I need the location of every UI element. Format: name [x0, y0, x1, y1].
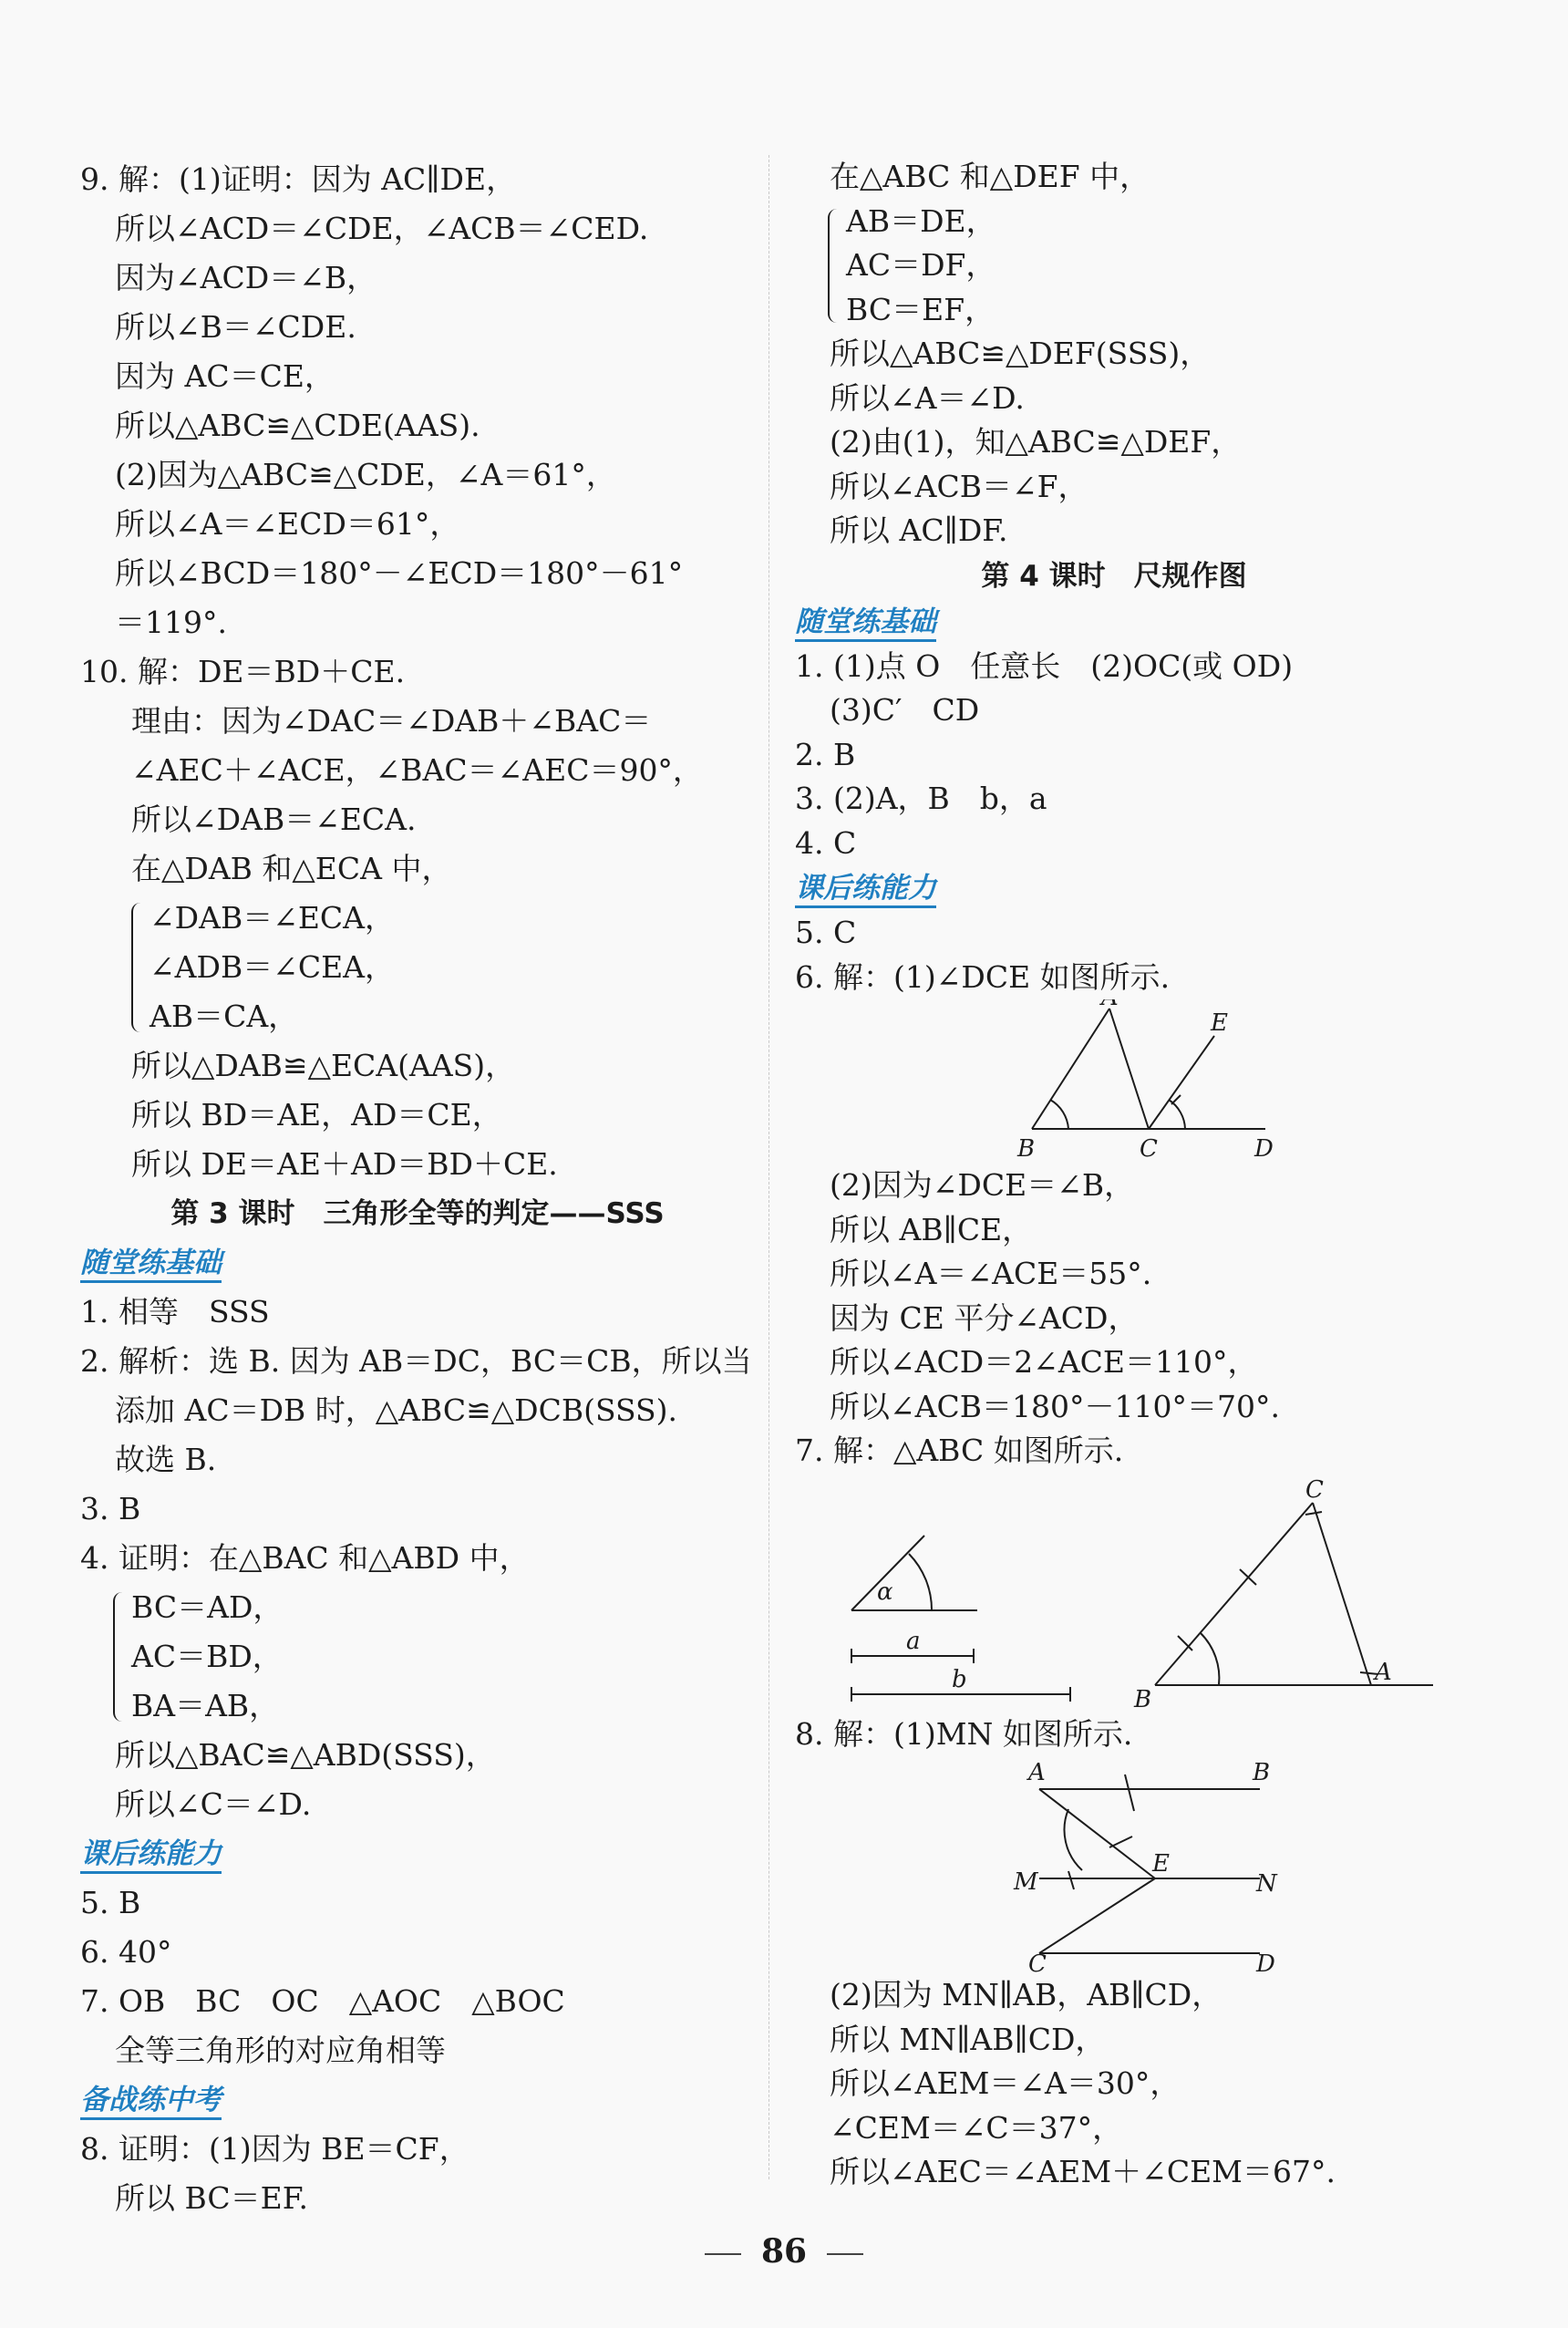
point-label: A — [1375, 1658, 1392, 1686]
text-line: 7. 解：△ABC 如图所示. — [795, 1433, 1124, 1468]
page-number-text: 86 — [760, 2232, 808, 2271]
text-line: (3)C′ CD — [830, 692, 980, 728]
section-label: 课后练能力 — [795, 865, 1433, 911]
figure-q7-svg — [795, 1474, 1433, 1712]
section-label: 课后练能力 — [80, 1829, 755, 1878]
text-line: 所以△ABC≌△CDE(AAS). — [115, 408, 480, 443]
text-line: 所以∠A＝∠D. — [830, 379, 1025, 416]
text-line: ∠DAB＝∠ECA， — [150, 900, 396, 936]
lesson-heading: 第 3 课时 三角形全等的判定——SSS — [170, 1197, 665, 1230]
text-line: 10. 解：DE＝BD＋CE. — [80, 654, 406, 689]
point-label — [1099, 999, 1119, 1011]
text-line: 所以 MN∥AB∥CD， — [830, 2021, 1106, 2057]
point-label: N — [1256, 1870, 1277, 1898]
angle-label: α — [877, 1578, 893, 1606]
text-line: 全等三角形的对应角相等 — [115, 2033, 446, 2068]
point-label: C — [1305, 1475, 1324, 1504]
brace — [828, 209, 842, 324]
text-line: 4. C — [795, 824, 857, 861]
text-line: ＝119°. — [115, 605, 227, 640]
text-line: 1. (1)点 O 任意长 (2)OC(或 OD) — [795, 647, 1294, 684]
point-label: M — [1014, 1868, 1038, 1896]
figure-q6 — [795, 999, 1433, 1164]
dash — [827, 2253, 863, 2255]
text-line: AB＝CA， — [150, 998, 299, 1034]
text-line: BA＝AB， — [131, 1688, 280, 1723]
text-line: 7. OB BC OC △AOC △BOC — [80, 1983, 565, 2019]
text-line: 在△ABC 和△DEF 中， — [830, 159, 1150, 194]
text-line: 所以 AB∥CE， — [830, 1211, 1033, 1247]
page-number — [0, 2232, 1568, 2271]
text-line: ∠AEC＋∠ACE，∠BAC＝∠AEC＝90°， — [131, 752, 703, 788]
text-line: 所以△ABC≌△DEF(SSS)， — [830, 336, 1211, 371]
text-line: 所以∠ACD＝∠CDE，∠ACB＝∠CED. — [115, 211, 649, 246]
text-line: 4. 证明：在△BAC 和△ABD 中， — [80, 1540, 530, 1576]
brace-group — [80, 1583, 755, 1731]
point-label: C — [1028, 1950, 1047, 1973]
text-line: (2)因为 MN∥AB，AB∥CD， — [830, 1977, 1222, 2012]
segment-label: a — [906, 1627, 921, 1655]
brace-group — [80, 894, 755, 1041]
text-line: 所以∠ACB＝∠F， — [830, 468, 1088, 504]
figure-q7 — [795, 1474, 1433, 1712]
text-line: 所以△BAC≌△ABD(SSS)， — [115, 1737, 496, 1773]
brace — [131, 903, 146, 1032]
figure-q6-svg — [795, 999, 1433, 1164]
text-line: (2)因为∠DCE＝∠B， — [830, 1167, 1135, 1203]
text-line: 8. 解：(1)MN 如图所示. — [795, 1715, 1133, 1752]
text-line: 2. 解析：选 B. 因为 AB＝DC，BC＝CB，所以当 — [80, 1343, 752, 1379]
text-line: 6. 解：(1)∠DCE 如图所示. — [795, 958, 1171, 995]
point-label: A — [1028, 1759, 1046, 1786]
figure-q8 — [795, 1756, 1433, 1973]
text-line: 5. C — [795, 915, 857, 950]
text-line: 所以△DAB≌△ECA(AAS)， — [131, 1048, 516, 1083]
text-line: (2)因为△ABC≌△CDE，∠A＝61°， — [115, 457, 616, 492]
text-line: 所以∠C＝∠D. — [115, 1786, 312, 1822]
dash — [705, 2253, 741, 2255]
text-line: BC＝AD， — [131, 1589, 284, 1625]
text-line: 9. 解：(1)证明：因为 AC∥DE， — [80, 161, 517, 197]
text-line: 所以∠AEC＝∠AEM＋∠CEM＝67°. — [830, 2154, 1336, 2189]
point-label: D — [1254, 1135, 1274, 1163]
text-line: 1. 相等 SSS — [80, 1294, 270, 1330]
text-line: 所以 BC＝EF. — [115, 2180, 308, 2216]
text-line: 所以 DE＝AE＋AD＝BD＋CE. — [131, 1146, 558, 1182]
text-line: 添加 AC＝DB 时，△ABC≌△DCB(SSS). — [115, 1392, 677, 1428]
text-line: AC＝BD， — [131, 1639, 283, 1674]
point-label: B — [1253, 1759, 1271, 1786]
text-line: ∠ADB＝∠CEA， — [150, 949, 396, 985]
point-label: D — [1256, 1950, 1275, 1973]
text-line: 因为 AC＝CE， — [115, 358, 335, 394]
text-line: 因为 CE 平分∠ACD， — [830, 1299, 1139, 1336]
right-column — [795, 155, 1433, 2195]
text-line: 所以 BD＝AE，AD＝CE， — [131, 1097, 502, 1133]
figure-q8-svg — [795, 1756, 1433, 1973]
text-line: 所以∠ACD＝2∠ACE＝110°， — [830, 1344, 1258, 1380]
point-label: E — [1211, 1009, 1228, 1037]
text-line: AB＝DE， — [846, 202, 996, 239]
point-label: B — [1134, 1685, 1152, 1712]
point-label: B — [1017, 1135, 1036, 1163]
text-line: AC＝DF， — [846, 247, 996, 283]
text-line: 因为∠ACD＝∠B， — [115, 260, 377, 295]
left-column — [80, 155, 755, 2223]
text-line: (2)由(1)，知△ABC≌△DEF， — [830, 424, 1242, 460]
text-line: 所以 AC∥DF. — [830, 512, 1008, 548]
text-line: 2. B — [795, 736, 856, 772]
text-line: 3. B — [80, 1491, 141, 1526]
brace-group — [795, 200, 1433, 333]
text-line: 所以∠A＝∠ECD＝61°， — [115, 506, 460, 542]
text-line: 在△DAB 和△ECA 中， — [131, 851, 452, 886]
text-line: 6. 40° — [80, 1934, 172, 1970]
text-line: 5. B — [80, 1885, 141, 1920]
point-label: E — [1152, 1850, 1170, 1878]
point-label: C — [1140, 1135, 1158, 1163]
text-line: BC＝EF， — [846, 291, 995, 327]
section-label: 随堂练基础 — [795, 599, 1433, 645]
text-line: 8. 证明：(1)因为 BE＝CF， — [80, 2131, 469, 2167]
text-line: 理由：因为∠DAC＝∠DAB＋∠BAC＝ — [131, 703, 652, 739]
lesson-heading: 第 4 课时 尺规作图 — [981, 559, 1247, 593]
segment-label: b — [952, 1665, 967, 1693]
text-line: 所以∠AEM＝∠A＝30°， — [830, 2065, 1181, 2101]
text-line: 所以∠BCD＝180°－∠ECD＝180°－61° — [115, 555, 684, 591]
text-line: 所以∠A＝∠ACE＝55°. — [830, 1256, 1152, 1291]
text-line: 3. (2)A，B b，a — [795, 781, 1047, 816]
brace — [113, 1592, 128, 1722]
text-line: 所以∠DAB＝∠ECA. — [131, 802, 417, 837]
text-line: 所以∠ACB＝180°－110°＝70°. — [830, 1388, 1280, 1424]
section-label: 随堂练基础 — [80, 1238, 755, 1288]
text-line: 所以∠B＝∠CDE. — [115, 309, 356, 345]
text-line: ∠CEM＝∠C＝37°， — [830, 2109, 1123, 2146]
section-label: 备战练中考 — [80, 2075, 755, 2125]
text-line: 故选 B. — [115, 1442, 217, 1477]
